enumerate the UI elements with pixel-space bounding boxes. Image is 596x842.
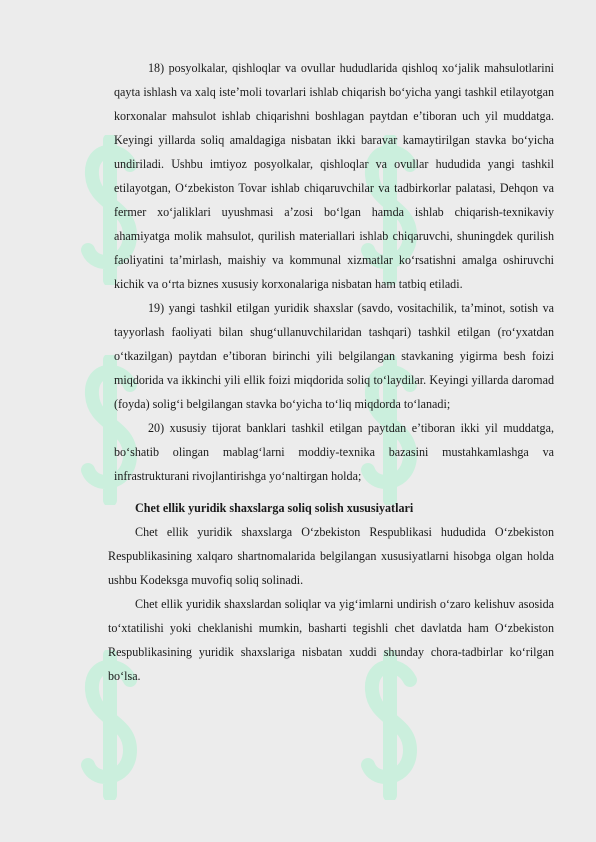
list-item: 18) posyolkalar, qishloqlar va ovullar hududlarida qishloq xo‘jalik mahsulotlarini qayta ishlash va xalq iste’moli tovarlari ishlab chiqarish bo‘yicha yangi tashkil etilayotgan korxonalar mahsulot ishlab chiqarishni boshlagan paytdan e’tiboran uch yil muddatga. Keyingi yillarda soliq amaldagiga nisbatan ikki baravar kamaytirilgan stavka bo‘yicha undiriladi. Ushbu imtiyoz posyolkalar, qishloqlar va ovullar hududida yangi tashkil etilayotgan, O‘zbekiston Tovar ishlab chiqaruvchilar va tadbirkorlar palatasi, Dehqon va fermer xo‘jaliklari uyushmasi a’zosi bo‘lgan hamda ishlab chiqarish-texnikaviy ahamiyatga molik mahsulot, qurilish materiallari ishlab chiqaruvchi, shuningdek qurilish faoliyatini ta’mirlash, maishiy va kommunal xizmatlar ko‘rsatishni amalga oshiruvchi kichik va o‘rta biznes xususiy korxonalariga nisbatan ham tatbiq etiladi. [114,61,554,291]
list-item: 20) xususiy tijorat banklari tashkil etilgan paytdan e’tiboran ikki yil muddatga, bo‘shatib olingan mablag‘larni moddiy-texnika bazasini mustahkamlashga va infrastrukturani rivojlantirishga yo‘naltirgan holda; [114,421,554,483]
paragraph: Chet ellik yuridik shaxslarga O‘zbekiston Respublikasi hududida O‘zbekiston Respublikasining xalqaro shartnomalarida belgilangan xususiyatlarni hisobga olgan holda ushbu Kodeksga muvofiq soliq solinadi. [108,525,554,587]
paragraph: Chet ellik yuridik shaxslardan soliqlar va yig‘imlarni undirish o‘zaro kelishuv asosida to‘xtatilishi yoki cheklanishi mumkin, basharti tegishli chet davlatda ham O‘zbekiston Respublikasining yuridik shaxslariga nisbatan xuddi shunday chora-tadbirlar ko‘rilgan bo‘lsa. [108,597,554,683]
list-item: 19) yangi tashkil etilgan yuridik shaxslar (savdo, vositachilik, ta’minot, sotish va tayyorlash faoliyati bilan shug‘ullanuvchilaridan tashqari) tashkil etilgan (ro‘yxatdan o‘tkazilgan) paytdan e’tiboran birinchi yili belgilangan stavkaning yigirma besh foizi miqdorida va ikkinchi yili ellik foizi miqdorida soliq to‘laydilar. Keyingi yillarda daromad (foyda) solig‘i belgilangan stavka bo‘yicha to‘liq miqdorda to‘lanadi; [114,301,554,411]
document-body [0,56,596,688]
section-heading: Chet ellik yuridik shaxslarga soliq solish xususiyatlari [135,501,414,515]
